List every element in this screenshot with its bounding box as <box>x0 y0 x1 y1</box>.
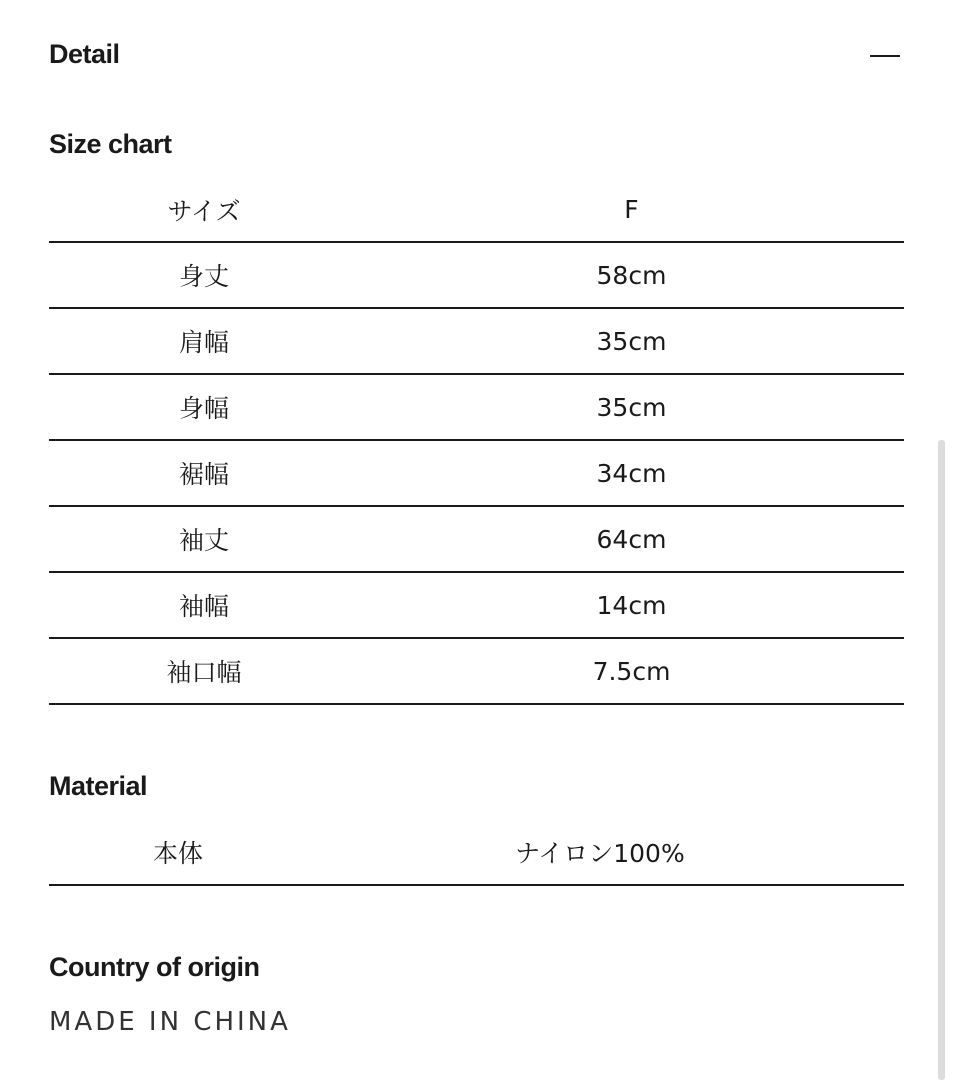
size-row-value: 14cm <box>596 590 667 620</box>
size-row-value: 7.5cm <box>592 656 671 686</box>
size-row-label: 袖幅 <box>178 592 229 621</box>
size-row-label: 身丈 <box>178 262 229 291</box>
minus-icon[interactable] <box>870 55 900 57</box>
size-chart-table <box>49 178 904 705</box>
size-row-value: 35cm <box>596 326 667 356</box>
size-row-value: 58cm <box>596 260 667 290</box>
table-row <box>49 639 904 705</box>
size-row-label: 身幅 <box>178 394 229 423</box>
size-row-value: 34cm <box>596 458 667 488</box>
size-row-value: 64cm <box>596 524 667 554</box>
material-title: Material <box>49 771 148 801</box>
detail-accordion-header[interactable] <box>49 36 904 76</box>
size-chart-header-row <box>49 178 904 243</box>
size-row-label: 袖丈 <box>178 526 229 555</box>
size-row-label: 裾幅 <box>178 460 229 489</box>
table-row <box>49 309 904 375</box>
scrollbar[interactable] <box>938 440 945 1080</box>
detail-title: Detail <box>49 39 120 69</box>
size-header-label: サイズ <box>167 196 241 226</box>
size-row-value: 35cm <box>596 392 667 422</box>
size-row-label: 肩幅 <box>178 328 229 357</box>
table-row <box>49 507 904 573</box>
material-row-label: 本体 <box>152 839 203 868</box>
country-of-origin-value: MADE IN CHINA <box>49 1007 291 1037</box>
country-of-origin-title: Country of origin <box>49 952 260 982</box>
material-table <box>49 820 904 886</box>
material-row-value: ナイロン100% <box>515 839 685 868</box>
table-row <box>49 375 904 441</box>
table-row <box>49 243 904 309</box>
size-chart-title: Size chart <box>49 129 172 159</box>
size-row-label: 袖口幅 <box>166 658 242 687</box>
size-header-value: F <box>624 195 639 224</box>
table-row <box>49 820 904 886</box>
table-row <box>49 573 904 639</box>
table-row <box>49 441 904 507</box>
